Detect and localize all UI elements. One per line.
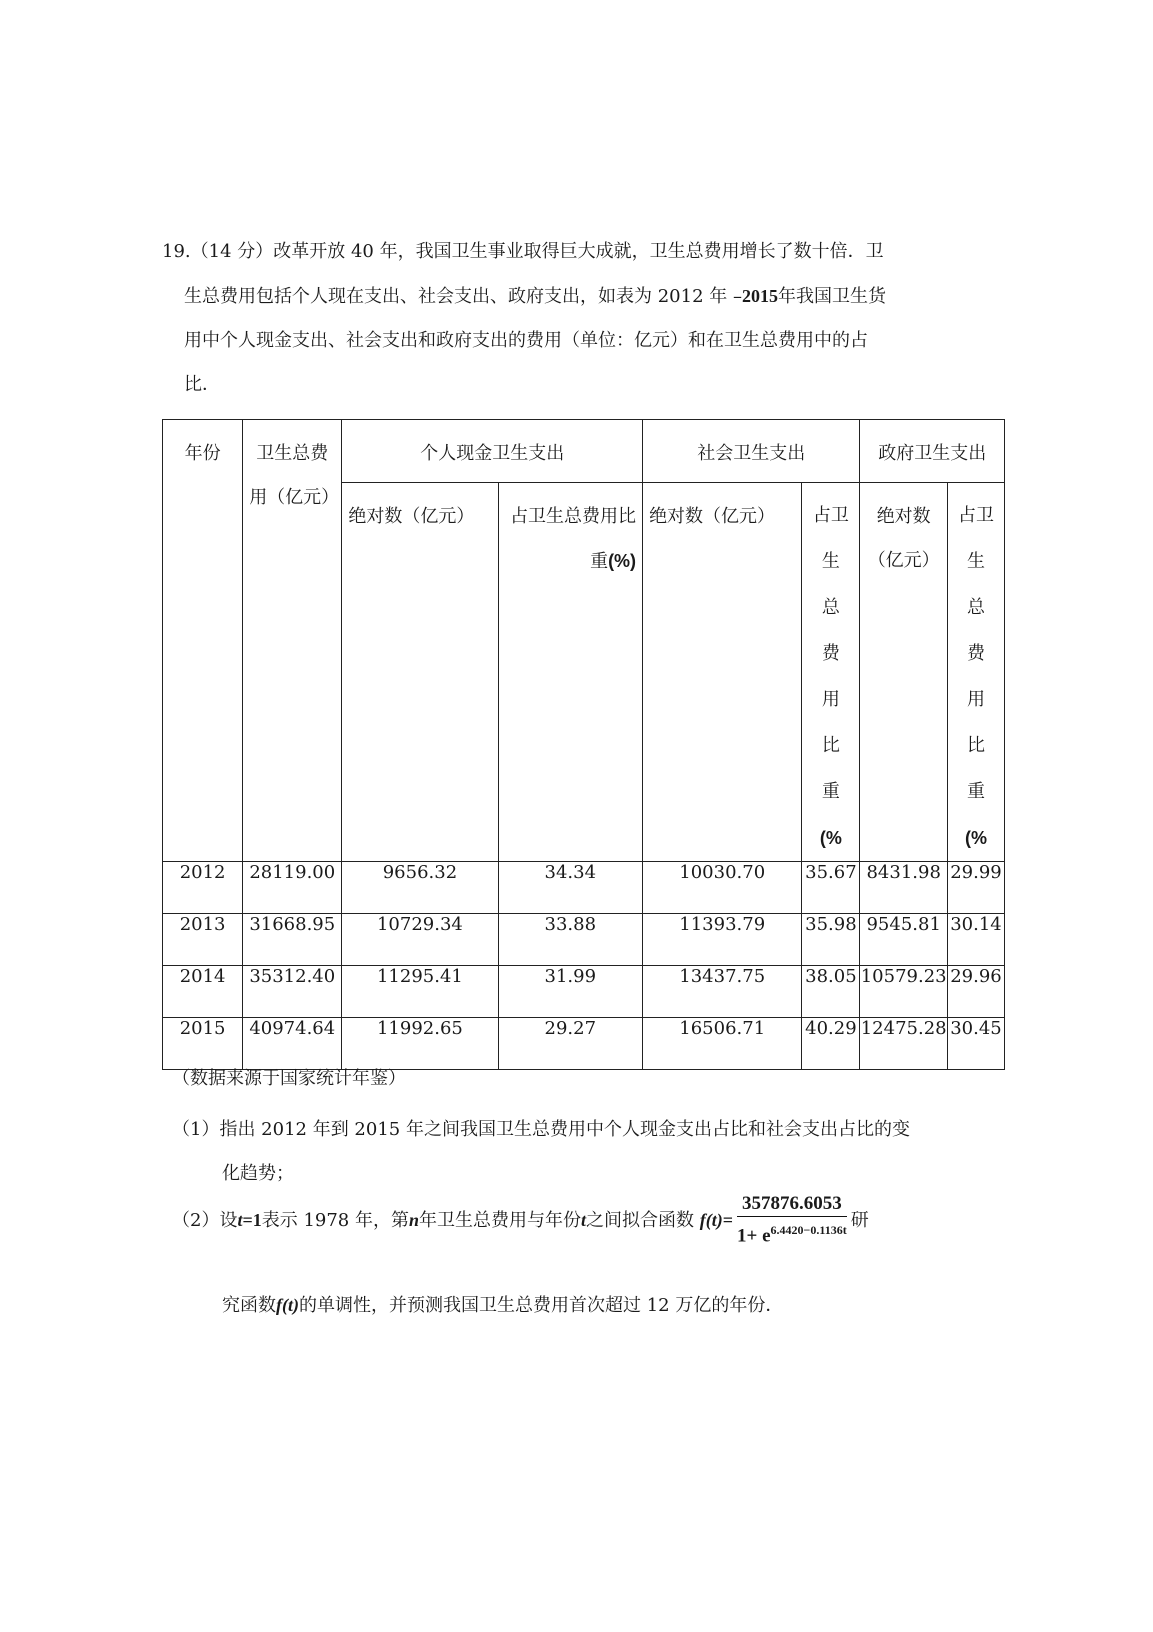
intro-line-3: 用中个人现金支出、社会支出和政府支出的费用（单位：亿元）和在卫生总费用中的占 <box>184 330 868 351</box>
header-social-share: 占卫 生 总 费 用 比 重 (% <box>802 483 860 862</box>
cell: 31668.95 <box>243 914 342 966</box>
cell: 40974.64 <box>243 1018 342 1070</box>
header-personal-absolute: 绝对数（亿元） <box>342 483 498 862</box>
cell: 33.88 <box>498 914 643 966</box>
cell: 10030.70 <box>643 862 802 914</box>
header-government: 政府卫生支出 <box>860 420 1005 483</box>
cell: 29.96 <box>947 966 1004 1018</box>
cell: 30.14 <box>947 914 1004 966</box>
question-2 <box>172 1192 992 1328</box>
cell: 34.34 <box>498 862 643 914</box>
header-social-absolute: 绝对数（亿元） <box>643 483 802 862</box>
cell: 11992.65 <box>342 1018 498 1070</box>
cell: 9545.81 <box>860 914 948 966</box>
cell: 10579.23 <box>860 966 948 1018</box>
cell: 35312.40 <box>243 966 342 1018</box>
cell: 40.29 <box>802 1018 860 1070</box>
cell: 35.67 <box>802 862 860 914</box>
cell: 11393.79 <box>643 914 802 966</box>
cell: 2015 <box>163 1018 243 1070</box>
intro-line-1: 19.（14 分）改革开放 40 年，我国卫生事业取得巨大成就，卫生总费用增长了数十倍．卫 <box>162 241 884 262</box>
cell: 12475.28 <box>860 1018 948 1070</box>
q2-line-1: （2）设t=1表示 1978 年，第n年卫生总费用与年份t之间拟合函数 f(t)= $\frac{357876.6053}{1+ e^{6.4420-0.1136t}}$ 研 <box>172 1210 869 1231</box>
table-row <box>163 914 1005 966</box>
q2-line-2: 究函数f(t)的单调性，并预测我国卫生总费用首次超过 12 万亿的年份． <box>222 1295 784 1317</box>
header-social: 社会卫生支出 <box>643 420 860 483</box>
q1-line-1: （1）指出 2012 年到 2015 年之间我国卫生总费用中个人现金支出占比和社会支出占比的变 <box>172 1119 910 1140</box>
header-gov-share: 占卫 生 总 费 用 比 重 (% <box>947 483 1004 862</box>
health-expenditure-table <box>162 419 1005 1070</box>
cell: 8431.98 <box>860 862 948 914</box>
header-total: 卫生总费用（亿元） <box>243 420 342 862</box>
cell: 2014 <box>163 966 243 1018</box>
cell: 38.05 <box>802 966 860 1018</box>
cell: 11295.41 <box>342 966 498 1018</box>
question-1 <box>172 1108 992 1196</box>
cell: 31.99 <box>498 966 643 1018</box>
cell: 29.27 <box>498 1018 643 1070</box>
cell: 2013 <box>163 914 243 966</box>
table-row <box>163 1018 1005 1070</box>
header-personal-share: 占卫生总费用比重(%) <box>498 483 643 862</box>
header-year: 年份 <box>163 420 243 862</box>
table-row <box>163 966 1005 1018</box>
cell: 29.99 <box>947 862 1004 914</box>
fit-function-fraction: $\frac{357876.6053}{1+ e^{6.4420-0.1136t}}$ <box>737 1193 847 1247</box>
q1-line-2: 化趋势； <box>222 1163 294 1184</box>
header-gov-absolute: 绝对数（亿元） <box>860 483 948 862</box>
cell: 2012 <box>163 862 243 914</box>
cell: 16506.71 <box>643 1018 802 1070</box>
cell: 28119.00 <box>243 862 342 914</box>
problem-intro <box>162 230 962 407</box>
cell: 35.98 <box>802 914 860 966</box>
function-f: f(t) <box>699 1209 723 1230</box>
table-row <box>163 862 1005 914</box>
intro-line-4: 比． <box>184 374 220 395</box>
intro-line-2: 生总费用包括个人现在支出、社会支出、政府支出，如表为 2012 年 –2015年我国卫生货 <box>184 286 886 307</box>
cell: 9656.32 <box>342 862 498 914</box>
header-row-1 <box>163 420 1005 483</box>
cell: 30.45 <box>947 1018 1004 1070</box>
cell: 13437.75 <box>643 966 802 1018</box>
data-source-note: （数据来源于国家统计年鉴） <box>172 1068 406 1089</box>
cell: 10729.34 <box>342 914 498 966</box>
header-personal: 个人现金卫生支出 <box>342 420 643 483</box>
